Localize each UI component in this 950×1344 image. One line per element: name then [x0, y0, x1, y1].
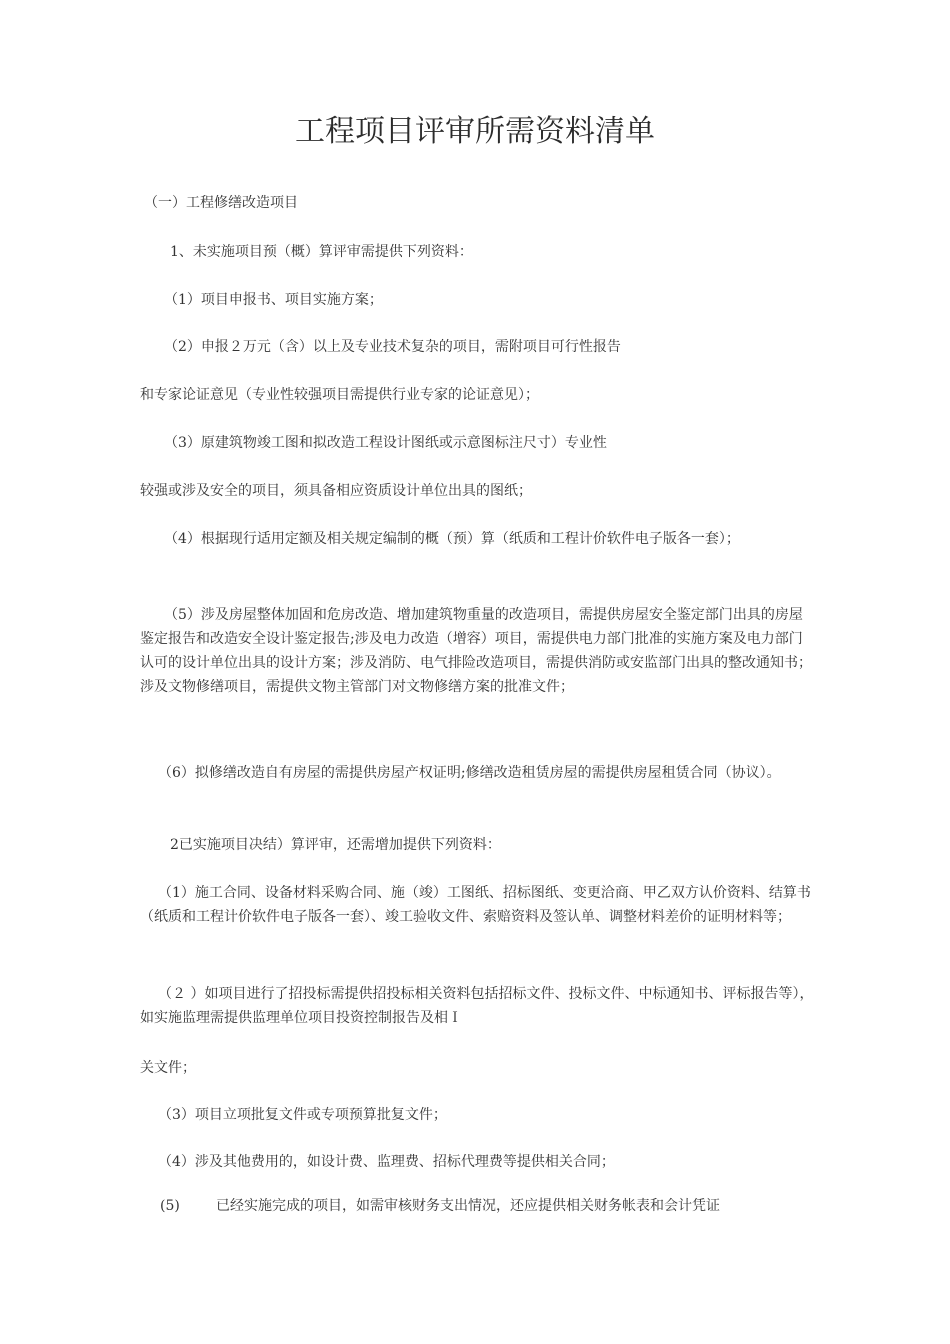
- part-1-item-1: （1）项目申报书、项目实施方案；: [164, 292, 383, 308]
- part-2-item-5-label: (5): [160, 1198, 180, 1214]
- part-2-item-1: （1）施工合同、设备材料采购合同、施（竣）工图纸、招标图纸、变更洽商、甲乙双方认价资料、结算书（纸质和工程计价软件电子版各一套）、竣工验收文件、索赔资料及签认单、调整材料差价的证明材料等；: [140, 885, 811, 925]
- part-2-item-2-line-1: （２ ）如项目进行了招投标需提供招投标相关资料包括招标文件、投标文件、中标通知书、评标报告等），如实施监理需提供监理单位项目投资控制报告及相Ｉ: [140, 986, 814, 1026]
- part-1-item-3-line-1: （3）原建筑物竣工图和拟改造工程设计图纸或示意图标注尺寸）专业性: [164, 435, 607, 451]
- section-heading: （一）工程修缮改造项目: [144, 195, 298, 211]
- part-1-item-2-line-2: 和专家论证意见（专业性较强项目需提供行业专家的论证意见）；: [140, 387, 539, 403]
- part-1-item-6: （6）拟修缮改造自有房屋的需提供房屋产权证明;修缮改造租赁房屋的需提供房屋租赁合同（协议）。: [158, 765, 781, 781]
- part-1-item-4: （4）根据现行适用定额及相关规定编制的概（预）算（纸质和工程计价软件电子版各一套）；: [164, 531, 740, 547]
- part-1-heading: 1、未实施项目预（概）算评审需提供下列资料：: [170, 244, 473, 260]
- part-1-item-5: （5）涉及房屋整体加固和危房改造、增加建筑物重量的改造项目，需提供房屋安全鉴定部门出具的房屋鉴定报告和改造安全设计鉴定报告;涉及电力改造（增容）项目，需提供电力部门批准的实施方案及电力部门认可的设计单位出具的设计方案；涉及消防、电气排险改造项目，需提供消防或安监部门出具的整改通知书；涉及文物修缮项目，需提供文物主管部门对文物修缮方案的批准文件；: [140, 607, 812, 695]
- part-2-item-2-line-2: 关文件；: [140, 1060, 196, 1076]
- part-2-item-3: （3）项目立项批复文件或专项预算批复文件；: [158, 1107, 447, 1123]
- part-2-heading: 2已实施项目决结）算评审，还需增加提供下列资料：: [170, 837, 501, 853]
- part-1-item-2-line-1: （2）申报２万元（含）以上及专业技术复杂的项目，需附项目可行性报告: [164, 339, 621, 355]
- document-title: 工程项目评审所需资料清单: [295, 114, 655, 149]
- part-1-item-3-line-2: 较强或涉及安全的项目，须具备相应资质设计单位出具的图纸；: [140, 483, 532, 499]
- part-2-item-5-text: 已经实施完成的项目，如需审核财务支出情况，还应提供相关财务帐表和会计凭证: [216, 1198, 720, 1214]
- part-2-item-4: （4）涉及其他费用的，如设计费、监理费、招标代理费等提供相关合同；: [158, 1154, 615, 1170]
